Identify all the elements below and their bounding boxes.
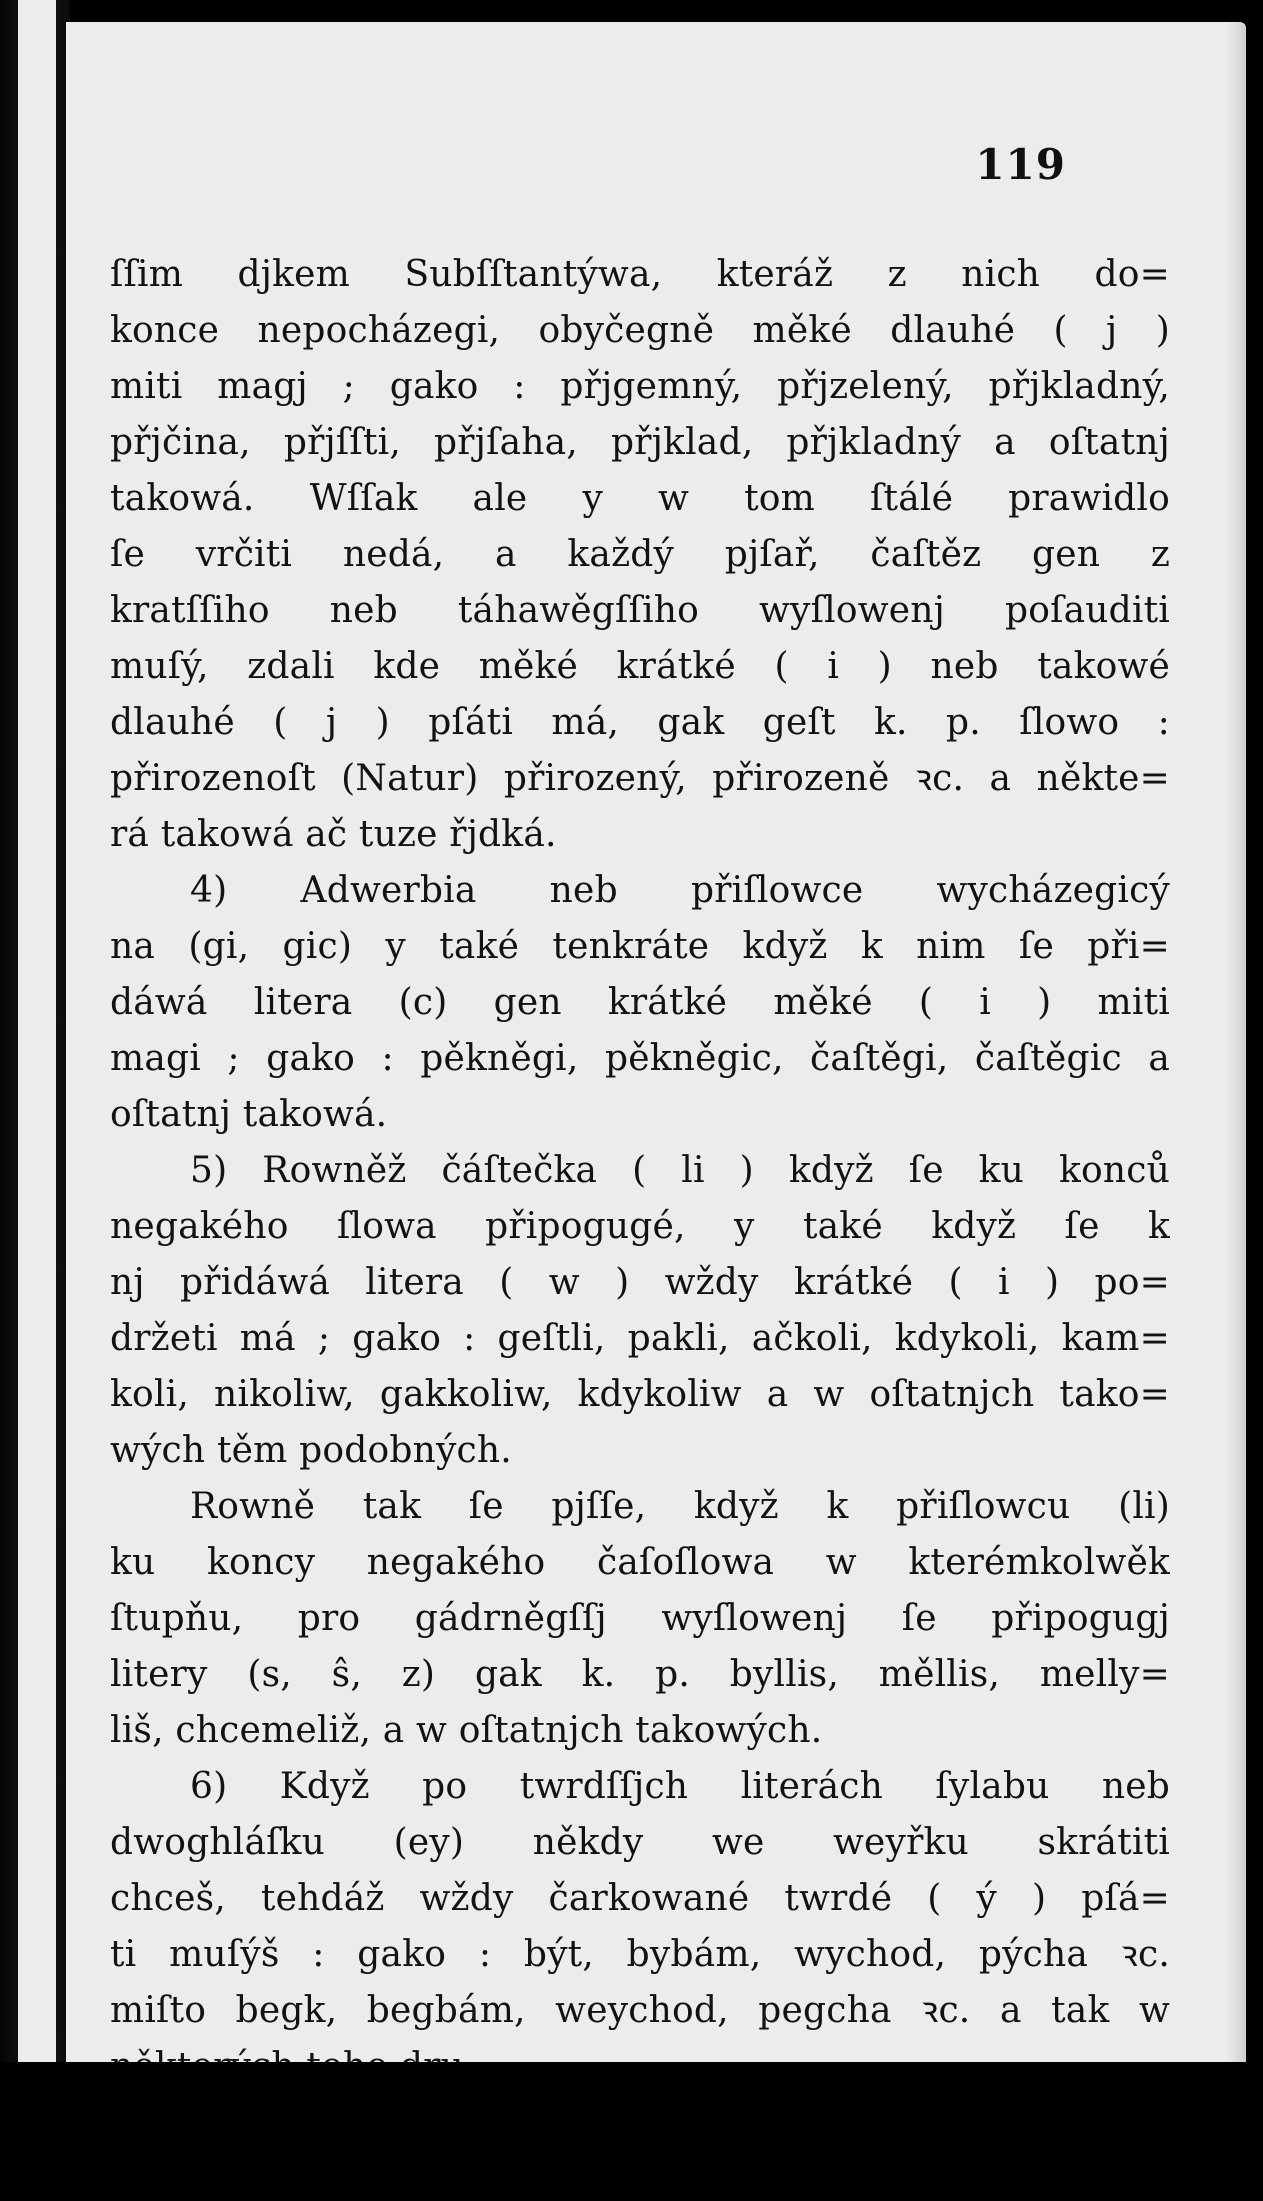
text-line: přirozenoſt (Natur) přirozený, přirozeně ꝛc. a někte= — [110, 758, 1170, 799]
text-line: Rowně tak ſe pjſſe, když k přiſlowcu (li) — [190, 1486, 1170, 1527]
text-line: negakého ſlowa připogugé, y také když ſe k — [110, 1206, 1170, 1247]
text-line: magi ; gako : pěkněgi, pěkněgic, čaſtěgi, čaſtěgic a — [110, 1038, 1170, 1079]
text-line: 5) Rowněž čáſtečka ( li ) když ſe ku konců — [190, 1150, 1170, 1191]
text-line: přjčina, přjſſti, přjſaha, přjklad, přjkladný a oſtatnj — [110, 422, 1170, 463]
text-line: wých těm podobných. — [110, 1430, 512, 1471]
text-line: dáwá litera (c) gen krátké měké ( i ) miti — [110, 982, 1170, 1023]
adjacent-page-edge — [18, 0, 56, 2201]
text-line: rá takowá ač tuze řjdká. — [110, 814, 557, 855]
text-line: chceš, tehdáž wždy čarkowané twrdé ( ý ) pſá= — [110, 1878, 1170, 1919]
text-line: dwoghláſku (ey) někdy we weyřku skrátiti — [110, 1822, 1170, 1863]
book-binding-left — [0, 0, 70, 2201]
text-line: liš, chcemeliž, a w oſtatnjch takowých. — [110, 1710, 823, 1751]
text-line: na (gi, gic) y také tenkráte když k nim ſe při= — [110, 926, 1170, 967]
text-line: koli, nikoliw, gakkoliw, kdykoliw a w oſtatnjch tako= — [110, 1374, 1170, 1415]
text-line: litery (s, ŝ, z) gak k. p. byllis, měllis, melly= — [110, 1654, 1170, 1695]
scan-bottom-margin — [0, 2062, 1263, 2201]
page-number: 119 — [975, 140, 1066, 189]
text-line: konce nepocházegi, obyčegně měké dlauhé ( j ) — [110, 310, 1170, 351]
text-line: takowá. Wſſak ale y w tom ſtálé prawidlo — [110, 478, 1170, 519]
text-line: ſe vrčiti nedá, a každý pjſař, čaſtěz gen z — [110, 534, 1170, 575]
text-line: ſſim djkem Subſſtantýwa, kteráž z nich do= — [110, 254, 1170, 295]
text-line: ti muſýš : gako : být, bybám, wychod, pýcha ꝛc. — [110, 1934, 1170, 1975]
text-line: ſtupňu, pro gádrněgſſj wyſlowenj ſe připogugj — [110, 1598, 1170, 1639]
text-line: oſtatnj takowá. — [110, 1094, 388, 1135]
book-page — [66, 22, 1246, 2062]
text-line: kratſſiho neb táhawěgſſiho wyſlowenj poſauditi — [110, 590, 1170, 631]
text-line: nj přidáwá litera ( w ) wždy krátké ( i ) po= — [110, 1262, 1170, 1303]
text-line: 6) Když po twrdſſjch literách ſylabu neb — [190, 1766, 1170, 1807]
text-line: dlauhé ( j ) pſáti má, gak geſt k. p. ſlowo : — [110, 702, 1170, 743]
body-text — [110, 247, 1170, 2095]
page-shadow — [1226, 22, 1246, 2062]
text-line: 4) Adwerbia neb přiſlowce wycházegicý — [190, 870, 1170, 911]
text-line: miſto begk, begbám, weychod, pegcha ꝛc. a tak w — [110, 1990, 1170, 2031]
text-line: muſý, zdali kde měké krátké ( i ) neb takowé — [110, 646, 1170, 687]
text-line: ku koncy negakého čaſoſlowa w kterémkolwěk — [110, 1542, 1170, 1583]
text-line: miti magj ; gako : přjgemný, přjzelený, přjkladný, — [110, 366, 1170, 407]
text-line: držeti má ; gako : geſtli, pakli, ačkoli, kdykoli, kam= — [110, 1318, 1170, 1359]
